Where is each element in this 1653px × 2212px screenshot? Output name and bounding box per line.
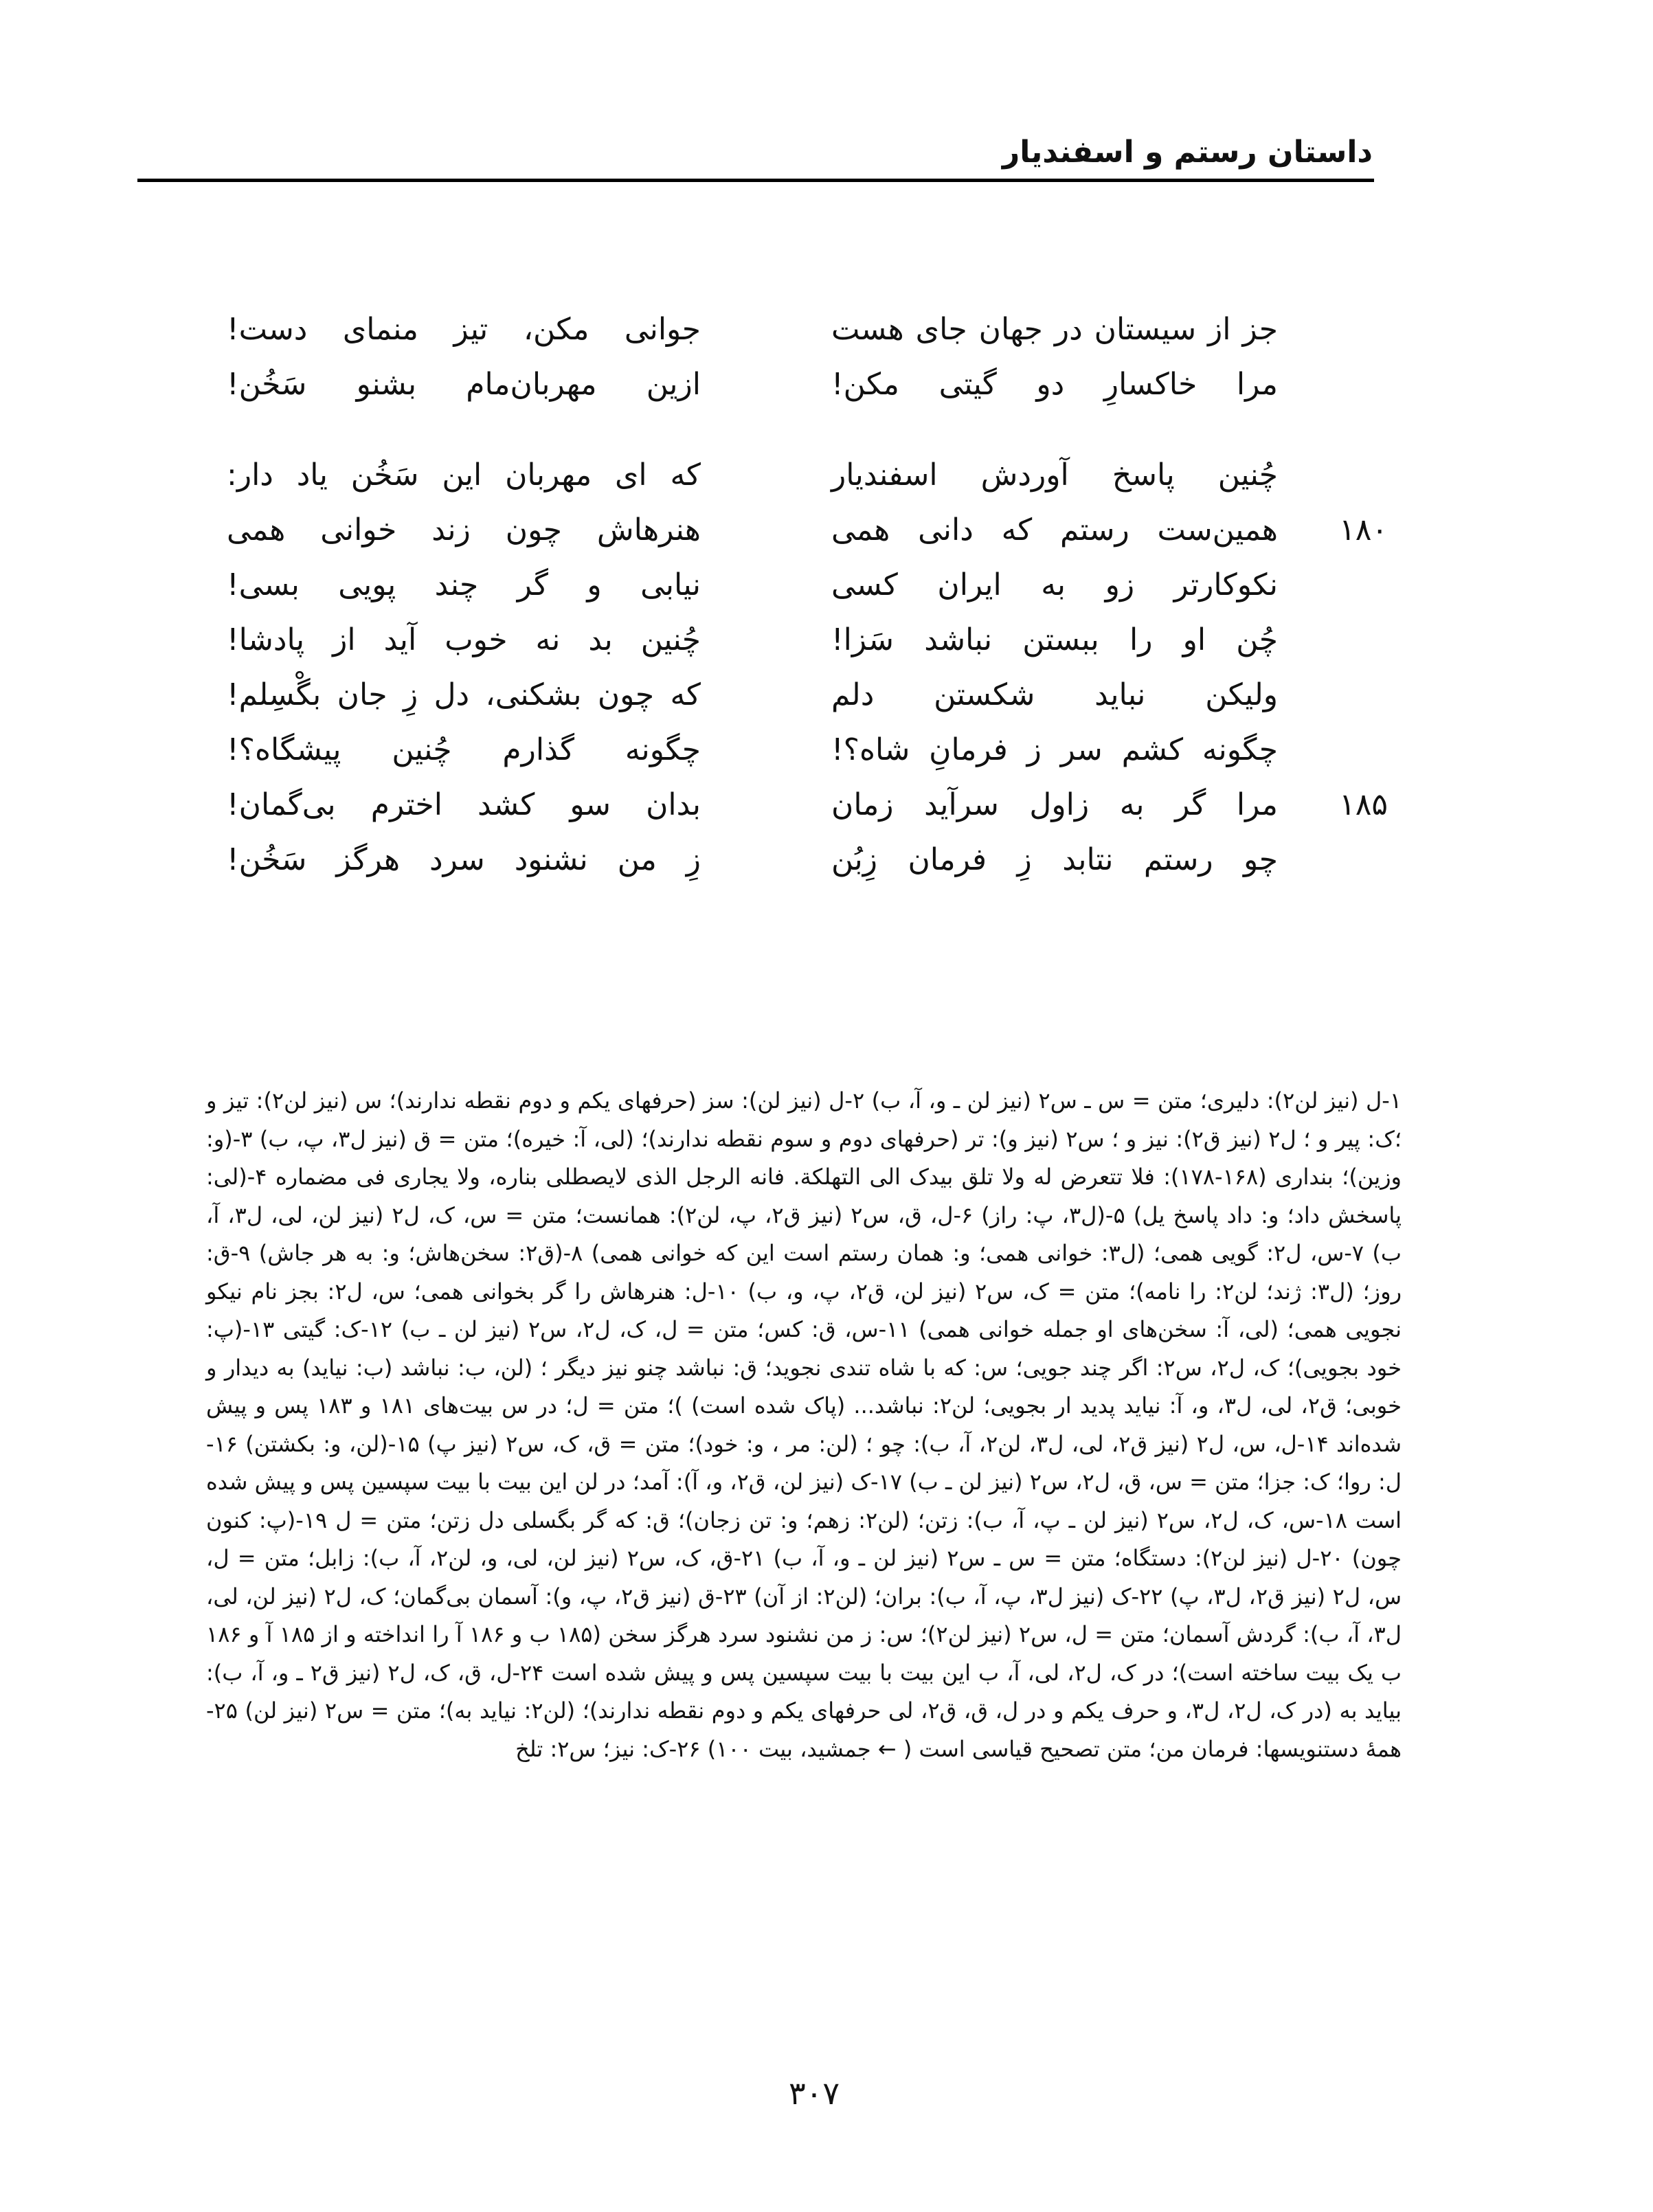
hemistich-second: چگونه گذارم چُنین پیشگاه؟!: [227, 732, 701, 767]
hemistich-first: چُن او را ببستن نباشد سَزا!: [831, 622, 1278, 657]
poem-bayt: [227, 723, 1388, 778]
bayt-number: ۱۸۰: [1339, 512, 1388, 548]
poem-bayt: [227, 558, 1388, 613]
hemistich-second: که چون بشکنی، دل زِ جان بگْسِلم!: [227, 677, 701, 712]
footnotes: ۱-ل (نیز لن۲): دلیری؛ متن = س ـ س۲ (نیز لن ـ و، آ، ب) ۲-ل (نیز لن): سز (حرفهای یکم و دوم نقطه ندارند)؛ س (نیز لن۲): تیز و ؛ک: پیر و ؛ ل۲ (نیز ق۲): نیز و ؛ س۲ (نیز و): تر (حرفهای دوم و سوم نقطه ندارند)؛ (لی، آ: خیره)؛ متن = ق (نیز ل۳، پ، ب) ۳-(و: وزین)؛ بنداری (۱۶۸-۱۷۸): فلا تتعرض له ولا تلق بیدک الی التهلکة. فانه الرجل الذی لایصطلی بناره، ولا یجاری فی مضماره ۴-(لی: پاسخش داد؛ و: داد پاسخ یل) ۵-(ل۳، پ: راز) ۶-ل، ق، س۲ (نیز ق۲، پ، لن۲): همانست؛ متن = س، ک، ل۲ (نیز لن، لی، ل۳، آ، ب) ۷-س، ل۲: گویی همی؛ (ل۳: خوانی همی؛ و: همان رستم است این که خوانی همی) ۸-(ق۲: سخن‌هاش؛ و: به هر جاش) ۹-ق: روز؛ (ل۳: ژند؛ لن۲: را نامه)؛ متن = ک، س۲ (نیز لن، ق۲، پ، و، ب) ۱۰-ل: هنرهاش را گر بخوانی همی؛ س، ل۲: بجز نام نیکو نجویی همی؛ (لی، آ: سخن‌های او جمله خوانی همی) ۱۱-س، ق: کس؛ متن = ل، ک، ل۲، س۲ (نیز لن ـ ب) ۱۲-ک: گیتی ۱۳-(پ: خود بجویی)؛ ک، ل۲، س۲: اگر چند جویی؛ س: که با شاه تندی نجوید؛ ق: نباشد چنو نیز دیگر ؛ (لن، ب: نباشد (ب: نیاید) به دیدار و خوبی؛ ق۲، لی، ل۳، و، آ: نیاید پدید ار بجویی؛ لن۲: نباشد... (پاک شده است) )؛ متن = ل؛ در س بیت‌های ۱۸۱ و ۱۸۳ پس و پیش شده‌اند ۱۴-ل، س، ل۲ (نیز ق۲، لی، ل۳، لن۲، آ، ب): چو ؛ (لن: مر ، و: خود)؛ متن = ق، ک، س۲ (نیز پ) ۱۵-(لن، و: بکشتن) ۱۶-ل: روا؛ ک: جزا؛ متن = س، ق، ل۲، س۲ (نیز لن ـ ب) ۱۷-ک (نیز لن، ق۲، و، آ): آمد؛ در لن این بیت با بیت سپسین پس و پیش شده است ۱۸-س، ک، ل۲، س۲ (نیز لن ـ پ، آ، ب): زتن؛ (لن۲: زهم؛ و: تن زجان)؛ ق: که گر بگسلی دل زتن؛ متن = ل ۱۹-(پ: کنون چون) ۲۰-ل (نیز لن۲): دستگاه؛ متن = س ـ س۲ (نیز لن ـ و، آ، ب) ۲۱-ق، ک، س۲ (نیز لن، لی، و، لن۲، آ، ب): زابل؛ متن = ل، س، ل۲ (نیز ق۲، ل۳، پ) ۲۲-ک (نیز ل۳، پ، آ، ب): بران؛ (لن۲: از آن) ۲۳-ق (نیز ق۲، پ، و): آسمان بی‌گمان؛ ک، ل۲ (نیز لن، لی، ل۳، آ، ب): گردش آسمان؛ متن = ل، س۲ (نیز لن۲)؛ س: ز من نشنود سرد هرگز سخن (۱۸۵ ب و ۱۸۶ آ را انداخته و از ۱۸۵ آ و ۱۸۶ ب یک بیت ساخته است)؛ در ک، ل۲، لی، آ، ب این بیت با بیت سپسین پس و پیش شده است ۲۴-ل، ق، ک، ل۲ (نیز ق۲ ـ و، آ، ب): بیاید به (در ک، ل۲، ل۳، و حرف یکم و در ل، ق، ق۲، لی حرفهای یکم و دوم نقطه ندارند)؛ (لن۲: نیاید به)؛ متن = س۲ (نیز لن) ۲۵-همهٔ دستنویسها: فرمان من؛ متن تصحیح قیاسی است ( ← جمشید، بیت ۱۰۰) ۲۶-ک: نیز؛ س۲: تلخ: [206, 1087, 1402, 1762]
header-rule: [137, 179, 1374, 182]
hemistich-second: نیابی و گر چند پویی بسی!: [227, 567, 701, 602]
hemistich-first: مرا گر به زاول سرآید زمان: [831, 787, 1278, 822]
poem-bayt: [227, 503, 1388, 558]
poem-bayt: [227, 833, 1388, 888]
hemistich-second: چُنین بد نه خوب آید از پادشا!: [227, 622, 701, 657]
hemistich-first: چو رستم نتابد زِ فرمان زِبُن: [831, 842, 1278, 877]
hemistich-second: بدان سو کشد اخترم بی‌گمان!: [227, 787, 701, 822]
hemistich-first: همین‌ست رستم که دانی همی: [831, 512, 1278, 548]
hemistich-second: جوانی مکن، تیز منمای دست!: [227, 312, 701, 347]
poem-bayt: [227, 357, 1388, 412]
poem-bayt: [227, 668, 1388, 723]
hemistich-second: که ای مهربان این سَخُن یاد دار:: [227, 458, 701, 493]
poem-stanza: [227, 448, 1388, 888]
poem-bayt: [227, 778, 1388, 833]
running-title: داستان رستم و اسفندیار: [1002, 135, 1373, 170]
hemistich-first: چگونه کشم سر ز فرمانِ شاه؟!: [831, 732, 1278, 767]
page-number-text: ۳۰۷: [788, 2075, 840, 2112]
poem: [227, 302, 1388, 923]
poem-bayt: [227, 613, 1388, 668]
page-number: [0, 2075, 1653, 2112]
hemistich-first: مرا خاکسارِ دو گیتی مکن!: [831, 367, 1278, 402]
hemistich-first: چُنین پاسخ آوردش اسفندیار: [831, 458, 1278, 493]
hemistich-second: هنرهاش چون زند خوانی همی: [227, 512, 701, 548]
hemistich-second: ازین مهربان‌مام بشنو سَخُن!: [227, 367, 701, 402]
hemistich-first: جز از سیستان در جهان جای هست: [831, 312, 1278, 347]
hemistich-first: ولیکن نباید شکستن دلم: [831, 677, 1278, 712]
hemistich-first: نکوکارتر زو به ایران کسی: [831, 567, 1278, 602]
poem-bayt: [227, 448, 1388, 503]
bayt-number: ۱۸۵: [1339, 787, 1388, 822]
poem-stanza: [227, 302, 1388, 412]
hemistich-second: زِ من نشنود سرد هرگز سَخُن!: [227, 842, 701, 877]
poem-bayt: [227, 302, 1388, 357]
